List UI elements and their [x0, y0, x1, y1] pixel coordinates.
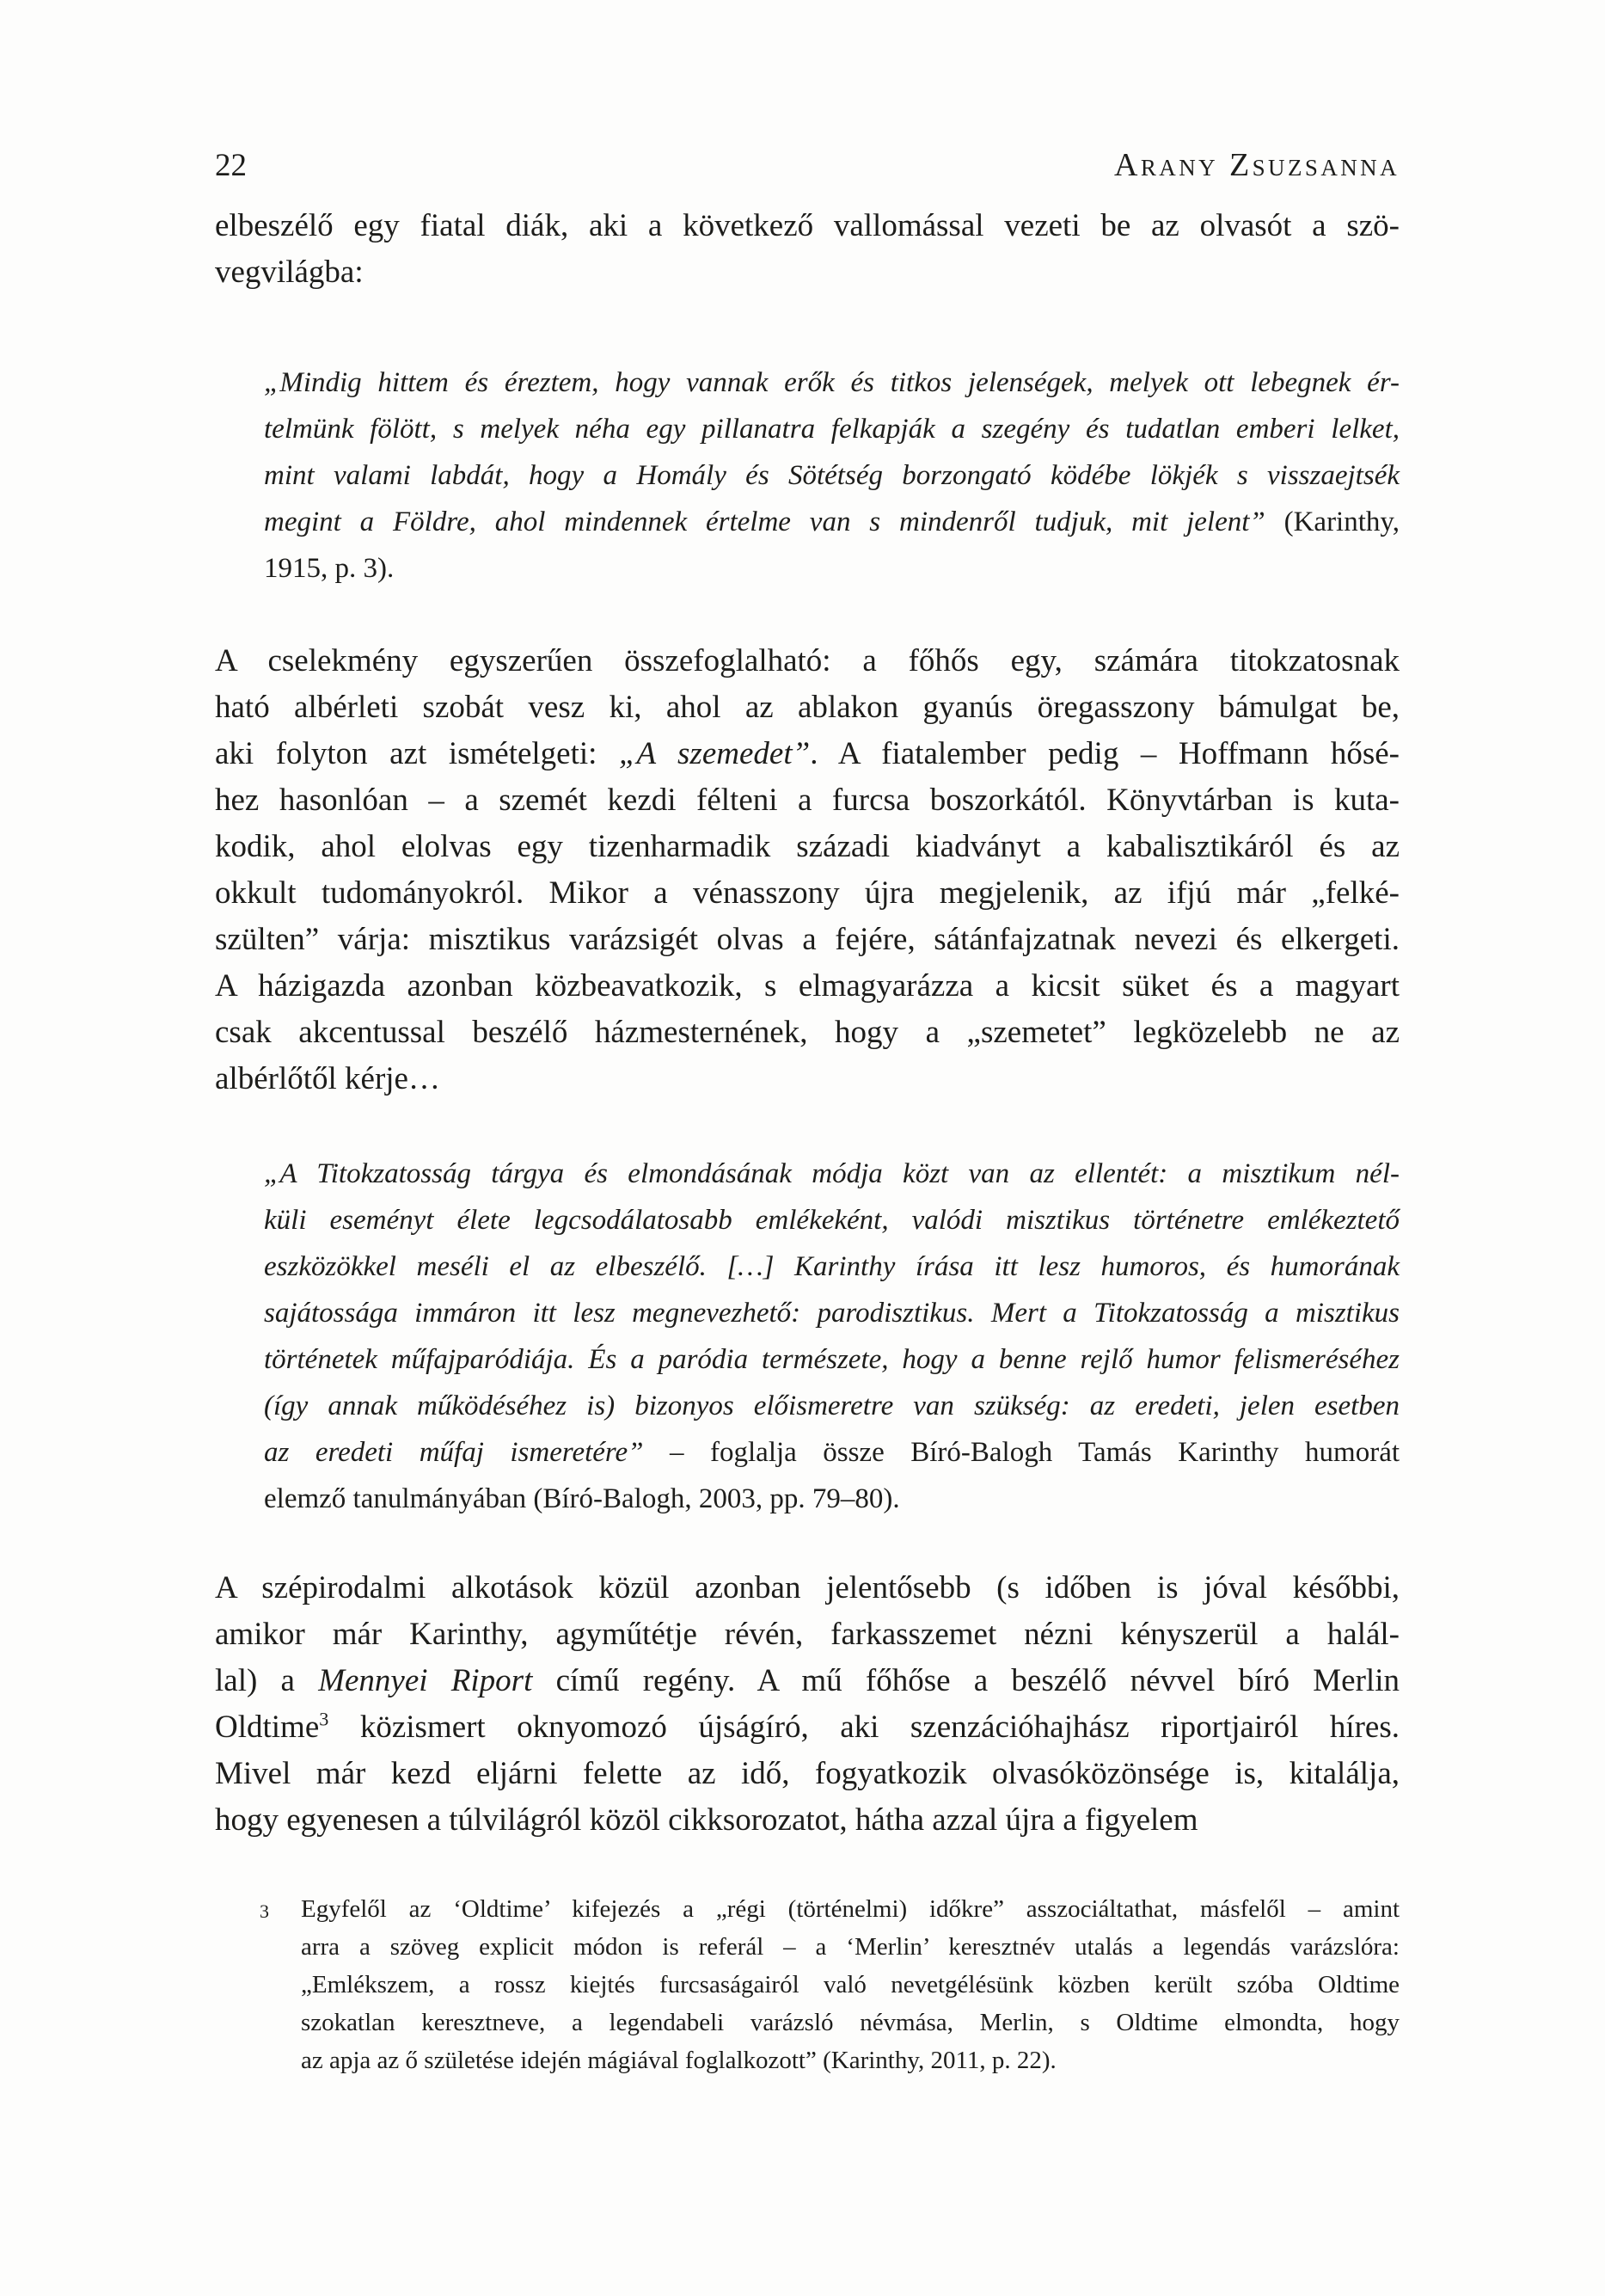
text-line	[301, 2004, 1400, 2041]
text-line	[215, 1797, 1400, 1844]
text-segment: Egyfelől az ‘Oldtime’ kifejezés a „régi (történelmi) időkre” asszociáltathat, másfelől – amint	[301, 1895, 1400, 1923]
text-line	[215, 249, 1400, 296]
text-segment: közismert oknyomozó újságíró, aki szenzációhajhász riportjairól híres.	[328, 1710, 1400, 1745]
text-segment: A szépirodalmi alkotások közül azonban jelentősebb (s időben is jóval későbbi,	[215, 1570, 1400, 1605]
text-segment: vegvilágba:	[215, 255, 364, 290]
text-line	[215, 1056, 1400, 1102]
text-line	[264, 1243, 1400, 1290]
text-line	[215, 963, 1400, 1010]
text-segment: albérlőtől kérje…	[215, 1061, 440, 1096]
paragraph-intro	[215, 203, 1400, 296]
text-line	[264, 406, 1400, 452]
text-segment: szülten” várja: misztikus varázsigét olvas a fejére, sátánfajzatnak nevezi és elkergeti.	[215, 922, 1400, 957]
text-segment: aki folyton azt ismételgeti:	[215, 736, 619, 771]
text-segment: hogy egyenesen a túlvilágról közöl cikksorozatot, hátha azzal újra a figyelem	[215, 1802, 1198, 1838]
text-segment: „A Titokzatosság tárgya és elmondásának módja közt van az ellentét: a misztikum nél-	[264, 1158, 1400, 1189]
text-segment: A cselekmény egyszerűen összefoglalható: a főhős egy, számára titokzatosnak	[215, 643, 1400, 678]
text-line	[215, 870, 1400, 917]
text-line	[264, 1429, 1400, 1476]
running-head-author: Arany Zsuzsanna	[1114, 147, 1400, 183]
text-line	[215, 1611, 1400, 1658]
text-segment: amikor már Karinthy, agyműtétje révén, farkasszemet nézni kényszerül a halál-	[215, 1617, 1400, 1652]
text-line	[215, 1010, 1400, 1056]
text-segment: című regény. A mű főhőse a beszélő névvel bíró Merlin	[532, 1663, 1400, 1698]
text-line	[215, 777, 1400, 824]
text-line	[264, 1383, 1400, 1429]
text-segment: Oldtime	[215, 1710, 320, 1745]
text-segment: (Karinthy,	[1265, 506, 1400, 537]
text-segment: „Mindig hittem és éreztem, hogy vannak erők és titkos jelenségek, melyek ott lebegnek ér-	[264, 367, 1400, 398]
blockquote-biro-balogh	[264, 1151, 1400, 1522]
text-segment: küli eseményt élete legcsodálatosabb emlékeként, valódi misztikus történetre emlékeztető	[264, 1205, 1400, 1236]
text-segment: 1915, p. 3).	[264, 553, 395, 584]
text-line	[215, 685, 1400, 731]
text-segment: A házigazda azonban közbeavatkozik, s elmagyarázza a kicsit süket és a magyart	[215, 968, 1400, 1004]
footnote-reference-mark: 3	[319, 1708, 329, 1730]
blockquote-karinthy-1915	[264, 359, 1400, 592]
text-line	[215, 1565, 1400, 1611]
text-line	[215, 1704, 1400, 1751]
text-line	[264, 499, 1400, 545]
text-line	[264, 359, 1400, 406]
text-line	[301, 1966, 1400, 2004]
text-line	[264, 1476, 1400, 1522]
page-header	[215, 146, 1400, 185]
text-segment: (így annak működéséhez is) bizonyos előismeretre van szükség: az eredeti, jelen esetben	[264, 1390, 1400, 1421]
page-number: 22	[215, 148, 247, 183]
text-line	[215, 203, 1400, 249]
text-segment: az eredeti műfaj ismeretére”	[264, 1437, 644, 1468]
text-segment: ható albérleti szobát vesz ki, ahol az ablakon gyanús öregasszony bámulgat be,	[215, 690, 1400, 725]
text-line	[264, 1197, 1400, 1243]
text-line	[264, 545, 1400, 592]
text-line	[264, 1290, 1400, 1336]
text-segment: „A szemedet”	[618, 736, 811, 771]
text-segment: csak akcentussal beszélő házmesternének, hogy a „szemetet” legközelebb ne az	[215, 1015, 1400, 1050]
text-segment: mint valami labdát, hogy a Homály és Sötétség borzongató ködébe lökjék s visszaejtsék	[264, 460, 1400, 491]
text-line	[215, 1658, 1400, 1704]
text-segment: lal) a	[215, 1663, 319, 1698]
text-segment: Mennyei Riport	[318, 1663, 533, 1698]
text-segment: sajátossága immáron itt lesz megnevezhető: parodisztikus. Mert a Titokzatosság a misztikus	[264, 1298, 1400, 1329]
page-body	[215, 203, 1400, 1844]
text-segment: . A fiatalember pedig – Hoffmann hősé-	[810, 736, 1400, 771]
text-line	[264, 452, 1400, 499]
paragraph-plot-summary	[215, 638, 1400, 1102]
text-line	[215, 638, 1400, 685]
text-line	[301, 2041, 1400, 2079]
text-segment: – foglalja össze Bíró-Balogh Tamás Karinthy humorát	[643, 1437, 1400, 1468]
text-segment: elbeszélő egy fiatal diák, aki a következő vallomással vezeti be az olvasót a szö-	[215, 208, 1400, 243]
text-segment: kodik, ahol elolvas egy tizenharmadik századi kiadványt a kabalisztikáról és az	[215, 829, 1400, 864]
footnote-number: 3	[260, 1900, 269, 1922]
text-segment: elemző tanulmányában (Bíró-Balogh, 2003, pp. 79–80).	[264, 1483, 900, 1514]
text-segment: telmünk fölött, s melyek néha egy pillanatra felkapják a szegény és tudatlan emberi lelket,	[264, 414, 1400, 445]
text-line	[215, 1751, 1400, 1797]
text-segment: szokatlan keresztneve, a legendabeli varázsló névmása, Merlin, s Oldtime elmondta, hogy	[301, 2009, 1400, 2036]
text-line	[215, 824, 1400, 870]
paragraph-mennyei-riport	[215, 1565, 1400, 1844]
text-line	[215, 731, 1400, 777]
footnote-text	[301, 1890, 1400, 2079]
text-line	[264, 1151, 1400, 1197]
text-segment: Mivel már kezd eljárni felette az idő, fogyatkozik olvasóközönsége is, kitalálja,	[215, 1756, 1400, 1791]
text-line	[215, 917, 1400, 963]
text-segment: okkult tudományokról. Mikor a vénasszony újra megjelenik, az ifjú már „felké-	[215, 875, 1400, 911]
text-line	[301, 1928, 1400, 1966]
text-segment: „Emlékszem, a rossz kiejtés furcsaságairól való nevetgélésünk közben került szóba Oldtime	[301, 1971, 1400, 1998]
text-segment: eszközökkel meséli el az elbeszélő. […] Karinthy írása itt lesz humoros, és humorának	[264, 1251, 1400, 1282]
footnote	[215, 1890, 1400, 2079]
text-line	[264, 1336, 1400, 1383]
text-segment: hez hasonlóan – a szemét kezdi félteni a furcsa boszorkától. Könyvtárban is kuta-	[215, 783, 1400, 818]
text-segment: történetek műfajparódiája. És a paródia természete, hogy a benne rejlő humor felismeréséhez	[264, 1344, 1400, 1375]
text-segment: megint a Földre, ahol mindennek értelme van s mindenről tudjuk, mit jelent”	[264, 506, 1265, 537]
text-segment: arra a szöveg explicit módon is referál – a ‘Merlin’ keresztnév utalás a legendás varázslóra:	[301, 1933, 1400, 1961]
text-line	[301, 1890, 1400, 1928]
text-segment: az apja az ő születése idején mágiával foglalkozott” (Karinthy, 2011, p. 22).	[301, 2047, 1057, 2074]
